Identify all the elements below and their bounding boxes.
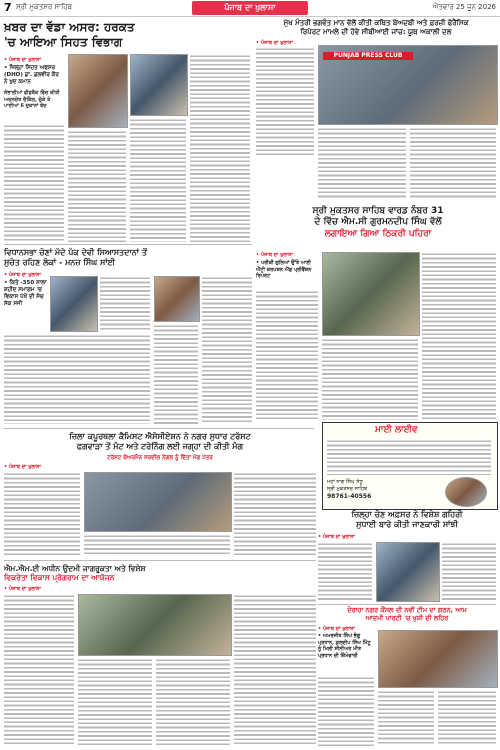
headline-line: ਫਗਵਾੜਾ ਤੋਂ ਮੰਟ ਅਤੇ ਟਰੇਨਿੰਗ ਲਈ ਜਗ੍ਹਾ ਦੀ ਕੀਤੀ ਮੰਗ [76,442,244,451]
portrait-photo [154,276,200,322]
story-headline [318,510,496,530]
mai-lalo-box [322,422,498,510]
official-photo [68,54,128,128]
event-photo [78,594,232,656]
meeting-photo [376,542,440,602]
story-headline [4,564,316,583]
story-body [68,130,126,242]
signature-phone: 98761-40556 [327,493,372,500]
headline-line: ਐਮ.ਐਮ.ਈ ਅਧੀਨ ਉਦਮੀ ਜਾਗਰੂਕਤਾ ਅਤੇ ਵਿਸ਼ੇਸ਼ [4,564,146,573]
divider [4,244,252,245]
story-body [438,690,496,746]
story-headline [4,432,316,452]
story-body [378,690,434,746]
story-body [84,534,230,556]
story-body [154,324,198,424]
ward-photo [322,252,420,336]
portrait-photo [50,276,98,332]
story-body [322,338,418,420]
page-number: 7 [4,1,12,14]
story-body [4,472,80,556]
story-byline: • ਪੰਜਾਬ ਦਾ ਖੁਲਾਸਾ [4,586,41,592]
story-body [318,676,374,746]
divider [4,428,314,429]
story-byline: • ਪੰਜਾਬ ਦਾ ਖੁਲਾਸਾ [318,534,355,540]
story-headline [4,20,254,50]
story-body [256,290,318,420]
headline-line: ਵਿਕਰੇਤਾ ਵਿਕਾਸ ਪ੍ਰੋਗਰਾਮ ਦਾ ਆਯੋਜਨ [4,573,115,583]
headline-line: ਦੇ ਵਿੱਚ ਐਮ.ਸੀ ਗੁਰਮਨਦੀਪ ਸਿੰਘ ਵੱਲੋਂ [314,217,442,228]
headline-line: ਆਦਮੀ ਪਾਰਟੀ 'ਚ ਖੁਸ਼ੀ ਦੀ ਲਹਿਰ [365,614,449,623]
headline-line: ਸ੍ਰੀ ਮੁਕਤਸਰ ਸਾਹਿਬ ਵਾਰਡ ਨੰਬਰ 31 [312,206,444,216]
box-body [327,439,491,475]
press-club-banner: PUNJAB PRESS CLUB [323,52,413,60]
headline-line: 'ਚ ਆਇਆ ਸਿਹਤ ਵਿਭਾਗ [4,35,123,49]
story-body [156,658,230,746]
story-body [234,472,316,556]
headline-line: ਮੁੱਖ ਮੰਤਰੀ ਭਗਵੰਤ ਮਾਨ ਵੱਲੋਂ ਕੀਤੀ ਕਥਿਤ ਬੇਅਦਬੀ ਅਤੇ ਫ਼ਰਜ਼ੀ ਫੋਰੈਂਸਿਕ [283,19,469,27]
story-body [422,252,496,420]
story-body [100,276,150,330]
story-byline: • ਪੰਜਾਬ ਦਾ ਖੁਲਾਸਾ [256,40,293,46]
story-body [4,594,74,746]
story-headline [318,606,496,622]
section-title: ਪੰਜਾਬ ਦਾ ਖੁਲਾਸਾ [192,1,308,15]
story-kicker: • ਅਮਰਜੀਤ ਸਿੰਘ ਭੰਗੂ ਪ੍ਰਧਾਨ, ਕੁਲਦੀਪ ਸਿੰਘ ਮਿੰਟੂ ਨੂੰ ਮਿਲੀ ਸੀਨੀਅਰ ਮੀਤ ਪ੍ਰਧਾਨ ਦੀ ਜ਼ਿੰਮੇਵਾਰੀ [318,633,371,659]
signature [327,479,371,501]
author-photo [445,477,487,507]
press-club-photo [318,45,498,125]
story-headline [258,206,498,240]
story-body [130,118,186,242]
story-kicker: • ਪਰੀਕੀ ਗੁਲਿਆਂ ਉੱਤੇ ਆਈ ਐਂਟੀ ਕਰਪਸ਼ਨ ਐਂਡ ਪ੍ਰੀਵੈਂਸ਼ਨ ਰਿਪੋਰਟ [256,260,312,279]
delegation-photo [84,472,232,532]
story-byline: • ਪੰਜਾਬ ਦਾ ਖੁਲਾਸਾ [4,272,41,278]
issue-date: ਐਤਵਾਰ 25 ਜੂਨ 2026 [432,3,496,11]
story-headline [256,19,496,37]
story-body [410,127,496,199]
divider [318,604,496,605]
story-body [234,594,316,746]
story-body [318,542,372,602]
story-kicker: • ਜ਼ਿਲ੍ਹਾ ਸਿਹਤ ਅਫਸਰ (DHO) ਡਾ. ਡਲਵੀਰ ਕੌਰ ਨੇ ਖੁਦ ਕਮਾਨ [4,65,59,86]
headline-line: ਜ਼ਿਲਾ ਕਪੂਰਥਲਾ ਕੈਮਿਸਟ ਐਸੋਸੀਏਸ਼ਨ ਨੇ ਨਗਰ ਸੁਧਾਰ ਟਰੱਸਟ [69,432,251,441]
story-body [256,47,314,155]
story-kicker: • ਕਿਤੇ -350 ਸਾਲਾ ਸ਼ਹੀਦ ਸਮਾਗਮ 'ਚ ਵਿਕਾਸ ਪੱਖੋਂ ਦੀ ਸੋਚ ਸੱਕ ਸਜੀ [4,280,47,308]
story-byline: • ਪੰਜਾਬ ਦਾ ਖੁਲਾਸਾ [4,464,41,470]
story-body [190,54,250,242]
council-photo [378,630,498,688]
headline-line: ਸੁਧਾਈ ਬਾਰੇ ਕੀਤੀ ਜਾਣਕਾਰੀ ਸਾਂਝੀ [356,520,458,529]
signature-role: ਸ੍ਰੀ ਮੁਕਤਸਰ ਸਾਹਿਬ [327,486,368,492]
story-body [318,127,406,199]
story-subkicker: ਸੰਭਾਲੀਆਂ ਫੀਡਬੈਕ ਵਿੱਚ ਕੀਤੀ ਅਚਨਚੇਤ ਚੈਕਿੰਗ, ਚੁੱਕੇ ਤੇ ਪਾਈਆਂ 6 ਦੁਕਾਨਾਂ ਬੰਦ [4,90,60,109]
page-header [0,0,500,17]
story-body [78,658,152,746]
story-subhead: ਟਰੱਸਟ ਚੇਅਰਮੈਨ ਸਰਦੀਲ ਨੇਗਲ ਨੂੰ ਦਿੱਤਾ ਮੰਗ ਪੱਤਰ [107,455,213,461]
story-body [202,276,252,424]
divider [4,560,316,561]
headline-line: ਲਗਾਇਆ ਗਿਆ ਠਿਕਰੀ ਪਹਿਰਾ [324,228,432,239]
story-byline: • ਪੰਜਾਬ ਦਾ ਖੁਲਾਸਾ [318,626,355,632]
headline-line: ਜ਼ਿਲ੍ਹਾ ਚੋਣ ਅਫ਼ਸਰ ਨੇ ਵਿਸ਼ੇਸ਼ ਗਹਿਰੀ [351,510,463,519]
story-body [4,124,64,242]
paper-name: ਸ੍ਰੀ ਮੁਕਤਸਰ ਸਾਹਿਬ [16,3,73,11]
box-title: ਮਾਈ ਲਾਈਵ [375,425,418,435]
headline-line: ਦੋਰਾਹਾ ਨਗਰ ਕੌਂਸਲ ਦੀ ਨਵੀਂ ਟੀਮ ਦਾ ਗਠਨ, ਆਮ [347,606,467,614]
story-headline [4,248,252,268]
headline-line: ਵਿਧਾਨਸਭਾ ਚੋਣਾਂ ਮੱਦੇ ਪੱਕ ਦੇਵੀ ਸਿਆਸਤਦਾਨਾਂ ਤੋਂ [4,248,147,257]
story-photo [130,54,188,116]
story-byline: • ਪੰਜਾਬ ਦਾ ਖੁਲਾਸਾ [4,57,41,63]
headline-line: ਰਿਪੋਰਟ ਮਾਮਲੇ ਦੀ ਹੋਵੇ ਸੀਬੀਆਈ ਜਾਂਚ: ਯੂਥ ਅਕਾਲੀ ਦਲ [300,27,452,36]
signature-name: ਮਹਾਂ ਨਾਗ ਸਿੰਘ ਸੰਧੂ [327,479,363,485]
headline-line: ਖ਼ਬਰ ਦਾ ਵੱਡਾ ਅਸਰ: ਹਰਕਤ [4,20,135,34]
story-byline: • ਪੰਜਾਬ ਦਾ ਖੁਲਾਸਾ [256,252,293,258]
story-body [442,542,496,602]
headline-line: ਸੁਚੇਤ ਰਹਿਣ ਲੋਕਾਂ - ਮਨਜ਼ ਸਿੰਘ ਸਾਂਈ [4,258,116,267]
story-body [4,334,150,424]
